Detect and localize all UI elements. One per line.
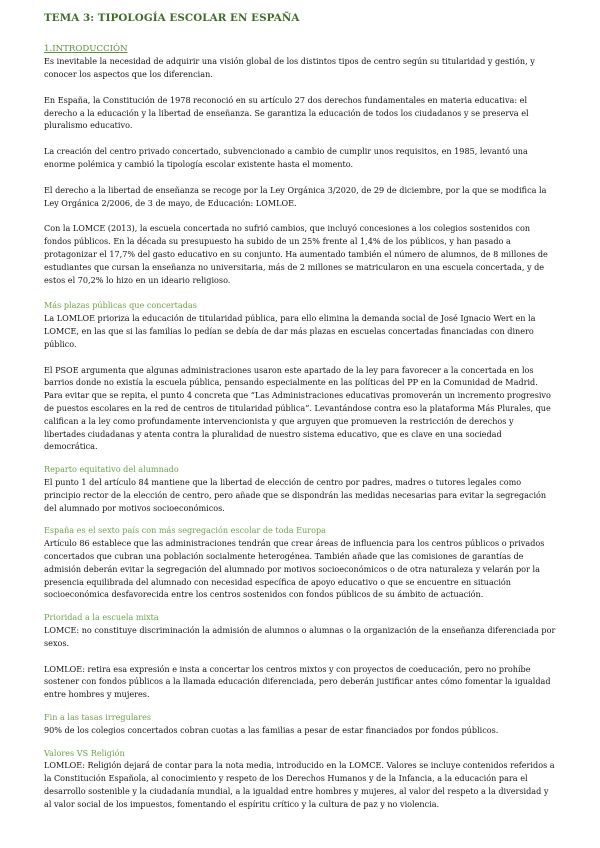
- paragraph: Con la LOMCE (2013), la escuela concertada no sufrió cambios, que incluyó concesiones a los colegios sostenidos con fondos públicos. En la década su presupuesto ha subido de un 25% frente al 1,4% de los públicos, y han pasado a protagonizar el 17,7% del gasto educativo en su conjunto. Ha aumentado también el número de alumnos, de 8 millones de estudiantes que cursan la enseñanza no universitaria, más de 2 millones se matricularon en una escuela concertada, y de estos el 70,2% lo hizo en un ideario religioso.: [44, 223, 548, 285]
- subheading-valores-religion: Valores VS Religión: [44, 747, 125, 758]
- paragraph: El punto 1 del artículo 84 mantiene que la libertad de elección de centro por padres, madres o tutores legales como principio rector de la elección de centro, pero añade que se dispondrán las medidas necesarias para evitar la segregación del alumnado por motivos socioeconómicos.: [44, 477, 547, 513]
- subheading-mas-plazas: Más plazas públicas que concertadas: [44, 300, 197, 311]
- subheading-tasas-irregulares: Fin a las tasas irregulares: [44, 711, 152, 722]
- subheading-escuela-mixta: Prioridad a la escuela mixta: [44, 612, 159, 623]
- subheading-reparto-equitativo: Reparto equitativo del alumnado: [44, 464, 179, 475]
- paragraph: La LOMLOE prioriza la educación de titularidad pública, para ello elimina la demanda social de José Ignacio Wert en la LOMCE, en las que si las familias lo pedían se debía de dar más plazas en escuelas concertadas financiadas con dinero público.: [44, 313, 536, 349]
- page-title: TEMA 3: TIPOLOGÍA ESCOLAR EN ESPAÑA: [44, 12, 300, 24]
- paragraph: Artículo 86 establece que las administraciones tendrán que crear áreas de influencia para los centros públicos o privados concertados que cubran una población socialmente heterogénea. También añade que las comisiones de garantías de admisión deberán evitar la segregación del alumnado por motivos socioeconómicos o de otra naturaleza y velarán por la presencia equilibrada del alumnado con necesidad específica de apoyo educativo o que se encuentre en situación socioeconómica desfavorecida entre los centros sostenidos con fondos públicos de su ámbito de actuación.: [44, 538, 545, 600]
- paragraph: El derecho a la libertad de enseñanza se recoge por la Ley Orgánica 3/2020, de 29 de diciembre, por la que se modifica la Ley Orgánica 2/2006, de 3 de mayo, de Educación: LOMLOE.: [44, 184, 547, 208]
- paragraph: LOMLOE: Religión dejará de contar para la nota media, introducido en la LOMCE. Valores se incluye contenidos referidos a la Constitución Española, al conocimiento y respeto de los Derechos Humanos y de la Infancia, a la educación para el desarrollo sostenible y la ciudadanía mundial, a la igualdad entre hombres y mujeres, al valor del respeto a la diversidad y al valor social de los impuestos, fomentando el espíritu crítico y la cultura de paz y no violencia.: [44, 760, 555, 809]
- paragraph: LOMLOE: retira esa expresión e insta a concertar los centros mixtos y con proyectos de coeducación, pero no prohíbe sostener con fondos públicos a la llamada educación diferenciada, pero deberán justificar antes cómo fomentar la igualdad entre hombres y mujeres.: [44, 663, 551, 700]
- paragraph: El PSOE argumenta que algunas administraciones usaron este apartado de la ley para favorecer a la concertada en los barrios donde no existía la escuela pública, pensando especialmente en las políticas del PP en la Comunidad de Madrid. Para evitar que se repita, el punto 4 concreta que “Las Administraciones educativas promoverán un incremento progresivo de puestos escolares en la red de centros de titularidad pública”. Levantándose contra eso la plataforma Más Plurales, que califican a la ley como profundamente intervencionista y que arguyen que promueven la restricción de derechos y libertades ciudadanas y atenta contra la pluralidad de nuestro sistema educativo, que es clave en una sociedad democrática.: [44, 364, 551, 452]
- paragraph: LOMCE: no constituye discriminación la admisión de alumnos o alumnas o la organización de la enseñanza diferenciada por sexos.: [44, 624, 556, 648]
- paragraph: Es inevitable la necesidad de adquirir una visión global de los distintos tipos de centro según su titularidad y gestión, y conocer los aspectos que los diferencian.: [44, 56, 535, 80]
- subheading-segregacion: España es el sexto país con más segregación escolar de toda Europa: [44, 525, 326, 536]
- paragraph: En España, la Constitución de 1978 reconoció en su artículo 27 dos derechos fundamentales en materia educativa: el derecho a la educación y la libertad de enseñanza. Se garantiza la educación de todos los ciudadanos y se preserva el pluralismo educativo.: [44, 94, 529, 131]
- section-heading-introduccion: 1.INTRODUCCIÓN: [44, 43, 128, 54]
- paragraph: 90% de los colegios concertados cobran cuotas a las familias a pesar de estar financiados por fondos públicos.: [44, 724, 499, 735]
- paragraph: La creación del centro privado concertado, subvencionado a cambio de cumplir unos requisitos, en 1985, levantó una enorme polémica y cambió la tipología escolar existente hasta el momento.: [44, 146, 528, 170]
